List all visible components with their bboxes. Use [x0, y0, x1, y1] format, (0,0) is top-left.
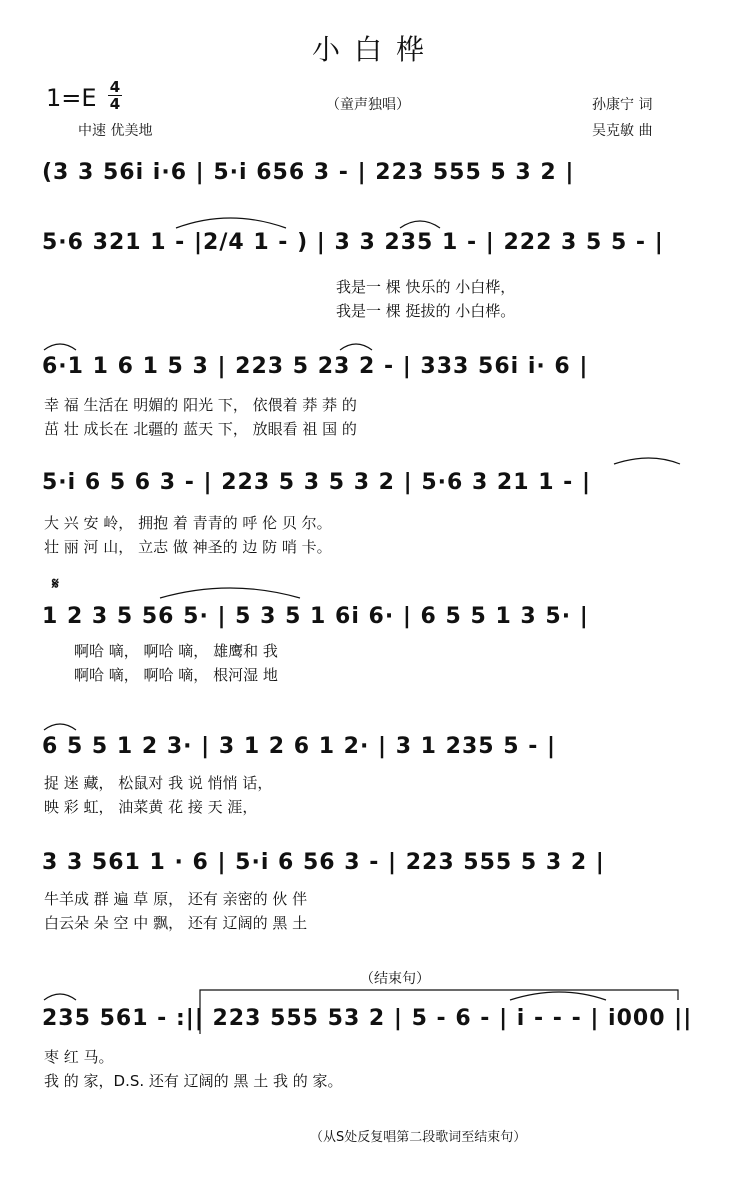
slur	[44, 344, 76, 350]
key-signature: 1=E	[46, 84, 97, 112]
lyric-line-4a: 大 兴 安 岭， 拥抱 着 青青的 呼 伦 贝 尔。	[44, 514, 332, 532]
lyric-line-4b: 壮 丽 河 山， 立志 做 神圣的 边 防 哨 卡。	[44, 538, 332, 556]
footnote: （从S处反复唱第二段歌词至结束句）	[310, 1130, 527, 1145]
slur	[160, 588, 300, 598]
slur	[340, 344, 372, 350]
slur	[400, 221, 440, 228]
notation-line-6: 6 5 5 1 2 3· | 3 1 2 6 1 2· | 3 1 235 5 - |	[42, 734, 557, 759]
slur	[614, 458, 680, 464]
slur	[44, 994, 76, 1000]
notation-line-5: 1 2 3 5 56 5· | 5 3 5 1 6i 6· | 6 5 5 1 3 5· |	[42, 604, 589, 629]
lyric-line-2b: 我是一 棵 挺拔的 小白桦。	[336, 302, 516, 320]
tempo-marking: 中速 优美地	[78, 123, 153, 139]
ending-label: （结束句）	[360, 971, 430, 987]
notation-line-1: (3 3 56i i·6 | 5·i 656 3 - | 223 555 5 3 2 |	[42, 160, 575, 185]
segno-sign: 𝄋	[52, 574, 59, 593]
lyric-line-5b: 啊哈 嘀， 啊哈 嘀， 根河湿 地	[74, 666, 278, 684]
song-title: 小白桦	[311, 33, 438, 66]
notation-line-2: 5·6 321 1 - |2/4 1 - ) | 3 3 235 1 - | 222 3 5 5 - |	[42, 230, 664, 255]
notation-line-8: 235 561 - :|| 223 555 53 2 | 5 - 6 - | i - - - | i000 ||	[42, 1006, 693, 1031]
slur	[510, 992, 606, 1000]
lyric-line-8b: 我 的 家，D.S. 还有 辽阔的 黑 土 我 的 家。	[44, 1072, 343, 1090]
notation-line-3: 6·1 1 6 1 5 3 | 223 5 23 2 - | 333 56i i· 6 |	[42, 354, 589, 379]
lyric-line-7a: 牛羊成 群 遍 草 原， 还有 亲密的 伙 伴	[44, 890, 308, 908]
notation-line-7: 3 3 561 1 · 6 | 5·i 6 56 3 - | 223 555 5 3 2 |	[42, 850, 605, 875]
composer-credit: 吴克敏 曲	[592, 123, 653, 139]
notation-line-4: 5·i 6 5 6 3 - | 223 5 3 5 3 2 | 5·6 3 21 1 - |	[42, 470, 591, 495]
lyric-line-6b: 映 彩 虹， 油菜黄 花 接 天 涯，	[44, 798, 258, 816]
lyric-line-3b: 茁 壮 成长在 北疆的 蓝天 下， 放眼看 祖 国 的	[44, 420, 357, 438]
slur	[176, 218, 286, 228]
lyric-line-7b: 白云朵 朵 空 中 飘， 还有 辽阔的 黑 土	[44, 914, 308, 932]
performance-note: （童声独唱）	[326, 97, 410, 113]
time-sig-bottom: 4	[109, 95, 121, 113]
time-sig-top: 4	[109, 78, 121, 96]
lyric-line-6a: 捉 迷 藏， 松鼠对 我 说 悄悄 话，	[44, 774, 273, 792]
ending-bracket	[200, 990, 678, 1034]
lyric-line-3a: 幸 福 生活在 明媚的 阳光 下， 依偎着 莽 莽 的	[44, 396, 357, 414]
slur	[44, 724, 76, 730]
lyric-line-8a: 枣 红 马。	[44, 1048, 114, 1066]
lyricist-credit: 孙康宁 词	[592, 97, 653, 113]
lyric-line-5a: 啊哈 嘀， 啊哈 嘀， 雄鹰和 我	[74, 642, 278, 660]
lyric-line-2a: 我是一 棵 快乐的 小白桦，	[336, 278, 516, 296]
